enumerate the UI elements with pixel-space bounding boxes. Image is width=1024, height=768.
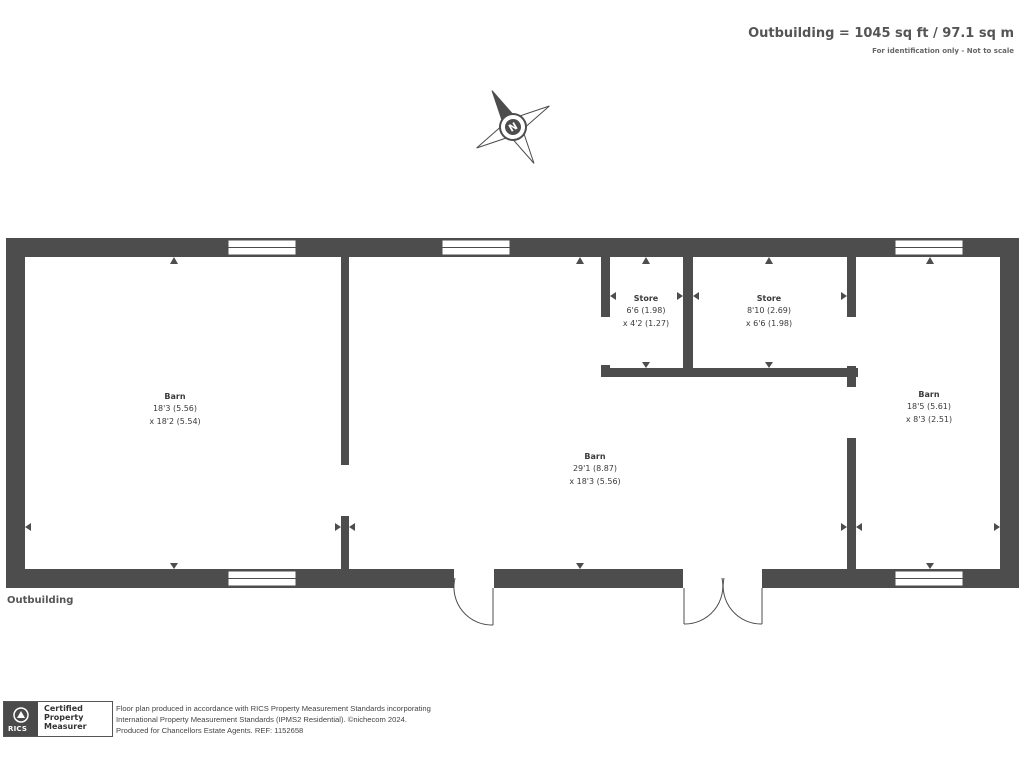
room-name-store-1: Store <box>633 294 659 303</box>
walls <box>6 238 1019 588</box>
footer-line-1: Floor plan produced in accordance with RICS Property Measurement Standards incorporating <box>116 704 431 713</box>
plan-label: Outbuilding <box>7 595 74 606</box>
room-dim-barn-center-1: 29'1 (8.87) <box>572 464 618 473</box>
room-dim-barn-left-1: 18'3 (5.56) <box>152 404 198 413</box>
room-name-store-2: Store <box>756 294 782 303</box>
room-dim-store-2-2: x 6'6 (1.98) <box>745 319 793 328</box>
rics-logo <box>3 701 113 737</box>
footer-line-3: Produced for Chancellors Estate Agents. REF: 1152658 <box>116 726 304 735</box>
room-dim-barn-left-2: x 18'2 (5.54) <box>149 417 201 426</box>
rics-badge <box>4 702 38 736</box>
room-dim-store-1-1: 6'6 (1.98) <box>626 306 666 315</box>
footer-line-2: International Property Measurement Standards (IPMS2 Residential). ©nichecom 2024. <box>116 715 407 724</box>
rics-badge-text: RICS <box>8 725 28 733</box>
room-name-barn-left: Barn <box>164 392 186 401</box>
room-dim-barn-right-2: x 8'3 (2.51) <box>905 415 953 424</box>
room-dim-store-1-2: x 4'2 (1.27) <box>622 319 670 328</box>
rics-certification <box>38 702 87 736</box>
disclaimer: For identification only - Not to scale <box>872 47 1014 55</box>
compass-letter: N <box>507 121 520 135</box>
footer <box>3 701 603 741</box>
room-name-barn-right: Barn <box>918 390 940 399</box>
rics-line-1: Certified <box>44 704 83 713</box>
room-dim-store-2-1: 8'10 (2.69) <box>746 306 792 315</box>
footer-disclaimer <box>116 703 431 736</box>
room-name-barn-center: Barn <box>584 452 606 461</box>
rics-line-3: Measurer <box>44 722 87 731</box>
area-title: Outbuilding = 1045 sq ft / 97.1 sq m <box>748 26 1014 41</box>
room-dim-barn-center-2: x 18'3 (5.56) <box>569 477 621 486</box>
rics-emblem-icon <box>12 707 30 723</box>
room-dim-barn-right-1: 18'5 (5.61) <box>906 402 952 411</box>
rics-line-2: Property <box>44 713 84 722</box>
compass-north-icon <box>456 70 571 185</box>
